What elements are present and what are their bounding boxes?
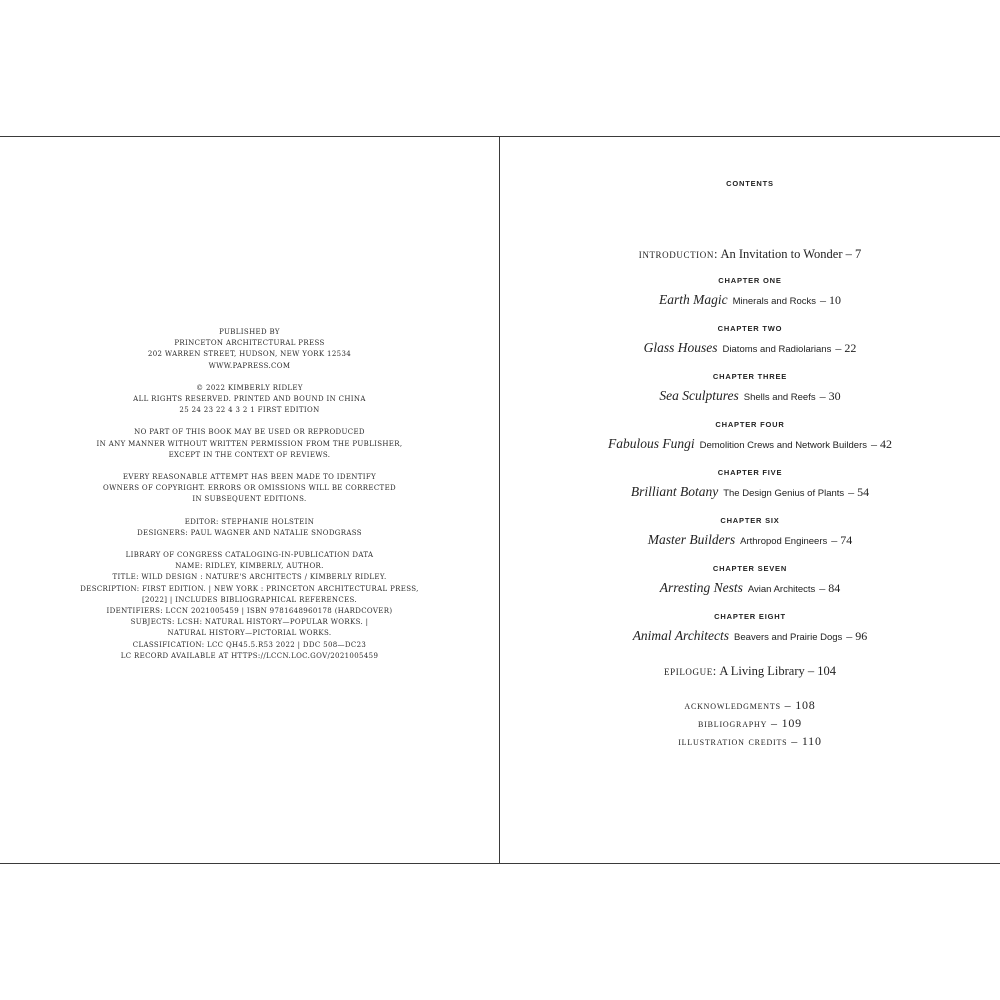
chapter-title: Glass Houses <box>643 340 718 355</box>
copyright-line: DESCRIPTION: FIRST EDITION. | NEW YORK : PRINCETON ARCHITECTURAL PRESS, <box>80 584 419 593</box>
toc-chapter <box>500 276 1000 310</box>
chapter-page-number: – 74 <box>831 533 853 547</box>
copyright-line: NO PART OF THIS BOOK MAY BE USED OR REPRODUCED <box>134 428 365 437</box>
chapter-subtitle: Minerals and Rocks <box>732 296 817 307</box>
copyright-line: PUBLISHED BY <box>219 328 280 336</box>
chapter-label: CHAPTER FOUR <box>715 420 785 429</box>
copyright-line: EXCEPT IN THE CONTEXT OF REVIEWS. <box>168 450 331 459</box>
copyright-line: SUBJECTS: LCSH: NATURAL HISTORY—POPULAR WORKS. | <box>130 618 369 627</box>
contents-heading: CONTENTS <box>726 179 774 188</box>
copyright-block <box>0 550 499 662</box>
copyright-line: EVERY REASONABLE ATTEMPT HAS BEEN MADE TO IDENTIFY <box>122 473 377 482</box>
chapter-label: CHAPTER EIGHT <box>714 612 786 621</box>
chapter-entry <box>500 532 1000 550</box>
chapter-label: CHAPTER THREE <box>712 372 788 381</box>
chapter-subtitle: Beavers and Prairie Dogs <box>734 632 843 643</box>
back-matter-item: bibliography – 109 <box>698 716 802 730</box>
chapter-entry <box>500 628 1000 646</box>
book-spread <box>0 136 1000 864</box>
back-matter-item: acknowledgments – 108 <box>684 698 816 712</box>
copyright-line: NATURAL HISTORY—PICTORIAL WORKS. <box>167 629 332 638</box>
chapter-subtitle: Diatoms and Radiolarians <box>722 344 832 355</box>
chapter-title: Brilliant Botany <box>630 484 719 499</box>
copyright-text <box>0 327 499 673</box>
copyright-line: IN ANY MANNER WITHOUT WRITTEN PERMISSION FROM THE PUBLISHER, <box>96 439 403 448</box>
chapter-entry <box>500 340 1000 358</box>
chapter-subtitle: The Design Genius of Plants <box>723 488 845 499</box>
chapter-title: Earth Magic <box>658 292 728 307</box>
chapter-subtitle: Arthropod Engineers <box>740 536 828 547</box>
epilogue-label: epilogue: <box>664 664 717 678</box>
back-matter-list <box>500 696 1000 750</box>
chapter-entry <box>500 436 1000 454</box>
copyright-line: EDITOR: STEPHANIE HOLSTEIN <box>184 517 315 526</box>
copyright-line: OWNERS OF COPYRIGHT. ERRORS OR OMISSIONS WILL BE CORRECTED <box>103 484 396 493</box>
chapter-page-number: – 84 <box>819 581 841 595</box>
copyright-line: © 2022 KIMBERLY RIDLEY <box>196 383 303 392</box>
toc-chapter <box>500 612 1000 646</box>
epilogue-page: – 104 <box>807 664 836 678</box>
chapter-label: CHAPTER TWO <box>717 324 783 333</box>
back-matter-item: illustration credits – 110 <box>678 734 822 748</box>
toc-chapter <box>500 420 1000 454</box>
toc-introduction <box>500 246 1000 262</box>
copyright-line: 202 WARREN STREET, HUDSON, NEW YORK 12534 <box>147 350 352 359</box>
copyright-line: ALL RIGHTS RESERVED. PRINTED AND BOUND IN CHINA <box>133 395 366 404</box>
chapter-label: CHAPTER SEVEN <box>712 564 788 573</box>
toc-chapter <box>500 564 1000 598</box>
copyright-block <box>0 472 499 506</box>
copyright-block <box>0 427 499 461</box>
copyright-line: [2022] | INCLUDES BIBLIOGRAPHICAL REFERENCES. <box>141 595 358 604</box>
chapter-label: CHAPTER ONE <box>718 276 782 285</box>
copyright-line: IN SUBSEQUENT EDITIONS. <box>192 495 307 504</box>
copyright-line: PRINCETON ARCHITECTURAL PRESS <box>174 339 325 348</box>
copyright-line: CLASSIFICATION: LCC QH45.5.R53 2022 | DDC 508—DC23 <box>132 640 367 649</box>
copyright-line: WWW.PAPRESS.COM <box>208 361 291 370</box>
chapter-entry <box>500 484 1000 502</box>
chapter-page-number: – 42 <box>871 437 892 451</box>
introduction-page: – 7 <box>845 247 862 261</box>
copyright-line: NAME: RIDLEY, KIMBERLY, AUTHOR. <box>175 562 324 571</box>
toc-chapter <box>500 468 1000 502</box>
table-of-contents <box>500 246 1000 750</box>
chapter-page-number: – 96 <box>846 629 868 643</box>
copyright-line: DESIGNERS: PAUL WAGNER AND NATALIE SNODGRASS <box>137 528 362 537</box>
chapter-title: Fabulous Fungi <box>608 436 695 451</box>
chapter-page-number: – 22 <box>835 341 857 355</box>
introduction-title: An Invitation to Wonder <box>720 247 843 261</box>
copyright-line: 25 24 23 22 4 3 2 1 FIRST EDITION <box>179 406 320 415</box>
chapter-subtitle: Shells and Reefs <box>743 392 816 403</box>
chapter-list <box>500 276 1000 646</box>
chapter-entry <box>500 388 1000 406</box>
epilogue-title: A Living Library <box>719 664 805 678</box>
toc-chapter <box>500 372 1000 406</box>
chapter-entry <box>500 580 1000 598</box>
chapter-entry <box>500 292 1000 310</box>
chapter-page-number: – 54 <box>848 485 870 499</box>
chapter-page-number: – 10 <box>820 293 842 307</box>
copyright-line: LIBRARY OF CONGRESS CATALOGING-IN-PUBLICATION DATA <box>125 551 374 560</box>
chapter-title: Master Builders <box>647 532 736 547</box>
chapter-title: Animal Architects <box>632 628 730 643</box>
chapter-subtitle: Avian Architects <box>747 584 816 595</box>
introduction-label: introduction: <box>638 247 719 261</box>
chapter-page-number: – 30 <box>819 389 841 403</box>
chapter-subtitle: Demolition Crews and Network Builders <box>699 440 867 451</box>
chapter-label: CHAPTER SIX <box>720 516 780 525</box>
toc-epilogue <box>500 663 1000 679</box>
toc-chapter <box>500 324 1000 358</box>
chapter-label: CHAPTER FIVE <box>717 468 783 477</box>
copyright-line: LC RECORD AVAILABLE AT HTTPS://LCCN.LOC.GOV/2021005459 <box>120 651 379 660</box>
copyright-block <box>0 327 499 372</box>
copyright-line: TITLE: WILD DESIGN : NATURE'S ARCHITECTS / KIMBERLY RIDLEY. <box>112 573 387 582</box>
toc-chapter <box>500 516 1000 550</box>
copyright-block <box>0 517 499 539</box>
copyright-page <box>0 137 499 863</box>
chapter-title: Arresting Nests <box>659 580 743 595</box>
copyright-block <box>0 383 499 417</box>
chapter-title: Sea Sculptures <box>659 388 739 403</box>
copyright-line: IDENTIFIERS: LCCN 2021005459 | ISBN 9781648960178 (HARDCOVER) <box>106 607 393 616</box>
contents-page <box>500 137 1000 863</box>
